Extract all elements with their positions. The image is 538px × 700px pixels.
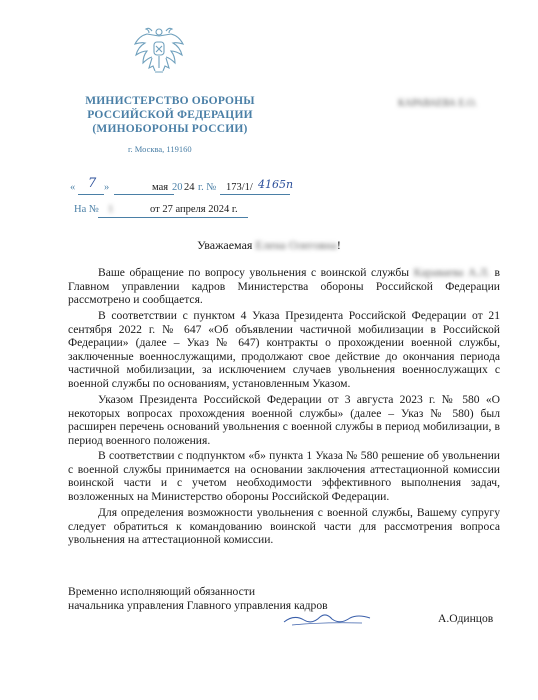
letter-date-line: [70, 176, 294, 198]
signatory-position-line-2: начальника управления Главного управления кадров: [68, 599, 328, 612]
date-close-quote: »: [104, 182, 110, 193]
date-year-word: г. №: [198, 182, 217, 193]
reference-line: [70, 202, 290, 222]
date-day-handwritten: 7: [88, 176, 97, 191]
addressee-name-redacted: КАРАВАЕВА Е.О.: [398, 98, 477, 109]
reference-prefix: На №: [74, 204, 99, 215]
handwritten-signature-icon: [282, 610, 372, 628]
double-headed-eagle-emblem-icon: [130, 22, 188, 80]
salutation-name-redacted: Елена Олеговна: [255, 238, 337, 252]
salutation-exclamation: !: [336, 238, 341, 252]
date-month: мая: [152, 182, 169, 193]
letter-number-handwritten: 4165п: [258, 178, 294, 191]
paragraph-5: Для определения возможности увольнения с военной службы, Вашему супругу следует обратиться к командованию воинской части для рассмотрения вопроса увольнения на аттестационной комиссии.: [68, 506, 500, 546]
paragraph-3: Указом Президента Российской Федерации от 3 августа 2023 г. № 580 «О некоторых вопросах прохождения военной службы» (далее – Указ № 580) был расширен перечень оснований увольнения с военной службы в период мобилизации, в период военного положения.: [68, 393, 500, 447]
date-open-quote: «: [70, 182, 76, 193]
reference-date: от 27 апреля 2024 г.: [150, 204, 238, 215]
letter-number: 173/1/: [226, 182, 253, 193]
signatory-position-line-1: Временно исполняющий обязанности: [68, 585, 256, 598]
paragraph-1-name-redacted: Караваева А.Л.: [413, 266, 490, 279]
date-year-prefix: 20: [172, 182, 183, 193]
ministry-address: г. Москва, 119160: [128, 144, 192, 154]
paragraph-1-part-a: Ваше обращение по вопросу увольнения с воинской службы: [98, 266, 410, 279]
ministry-header: [80, 94, 260, 136]
paragraph-1-part-b: в Главном управлении кадров Министерства обороны Российской Федерации рассмотрено и сообщается.: [68, 266, 501, 306]
salutation: [0, 238, 538, 253]
ministry-line-3: (МИНОБОРОНЫ РОССИИ): [92, 123, 248, 135]
ministry-line-2: РОССИЙСКОЙ ФЕДЕРАЦИИ: [87, 109, 253, 121]
ministry-line-1: МИНИСТЕРСТВО ОБОРОНЫ: [85, 95, 255, 107]
reference-number-redacted: 1: [108, 204, 114, 215]
paragraph-4: В соответствии с подпунктом «б» пункта 1 Указа № 580 решение об увольнении с военной службы принимается на основании заключения аттестационной комиссии воинской части и с учетом необходимости эффективного выполнения задач, возложенных на Министерство обороны Российской Федерации.: [68, 449, 500, 503]
salutation-word: Уважаемая: [197, 238, 253, 252]
paragraph-1: [68, 266, 500, 307]
paragraph-2: В соответствии с пунктом 4 Указа Президента Российской Федерации от 21 сентября 2022 г. № 647 «Об объявлении частичной мобилизации в Российской Федерации» (далее – Указ № 647) контракты о прохождении военной службы, заключенные военнослужащими, продолжают свое действие до окончания периода частичной мобилизации, за исключением случаев увольнения военнослужащих с военной службы по основаниям, установленным Указом.: [68, 309, 500, 390]
date-year-suffix: 24: [184, 182, 195, 193]
signatory-name: А.Одинцов: [438, 612, 494, 625]
